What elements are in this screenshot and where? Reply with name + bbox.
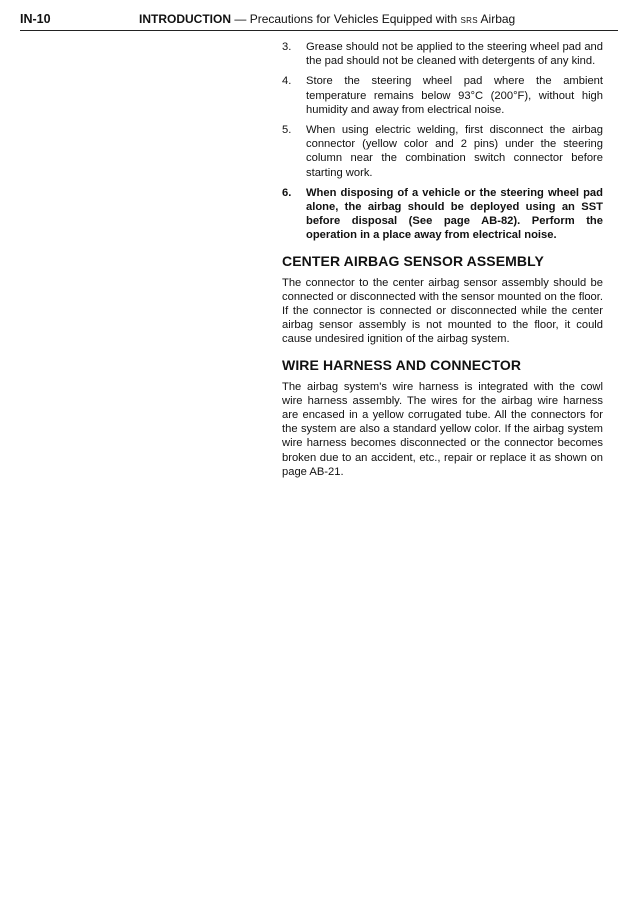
list-item-emphasized	[282, 186, 603, 243]
page-content	[282, 40, 603, 485]
list-item-text: Store the steering wheel pad where the ambient temperature remains below 93°C (200°F), without high humidity and away from electrical noise.	[306, 75, 603, 116]
header-title	[139, 12, 515, 26]
list-item	[282, 40, 603, 68]
list-item-text: Grease should not be applied to the steering wheel pad and the pad should not be cleaned with detergents of any kind.	[306, 41, 603, 68]
header-subtitle-end: Airbag	[480, 12, 516, 26]
header-section: INTRODUCTION	[139, 12, 231, 26]
header-srs: SRS	[460, 16, 478, 25]
list-item-text: When disposing of a vehicle or the steering wheel pad alone, the airbag should be deployed using an SST before disposal (See page AB-82). Perform the operation in a place away from electrical noise.	[306, 186, 603, 242]
precaution-list	[282, 40, 603, 243]
section-text-sensor: The connector to the center airbag sensor assembly should be connected or disconnected with the sensor mounted on the floor. If the connector is connected or disconnected while the center airbag sensor assembly is not mounted to the floor, it could cause undesired ignition of the airbag system.	[282, 276, 603, 346]
section-heading-harness: WIRE HARNESS AND CONNECTOR	[282, 356, 522, 373]
list-item-number: 6.	[282, 186, 292, 199]
list-item	[282, 74, 603, 117]
header-separator: —	[234, 12, 247, 26]
page-number: IN-10	[20, 12, 51, 26]
list-item-number: 3.	[282, 41, 292, 53]
header-subtitle: Precautions for Vehicles Equipped with	[249, 12, 458, 26]
section-text-harness: The airbag system's wire harness is integrated with the cowl wire harness assembly. The wires for the airbag wire harness are encased in a yellow corrugated tube. All the connectors for the system are also a standard yellow color. If the airbag system wire harness becomes disconnected or the connector becomes broken due to an accident, etc., repair or replace it as shown on page AB-21.	[282, 380, 603, 478]
list-item-text: When using electric welding, first disconnect the airbag connector (yellow color and 2 pins) under the steering column near the combination switch connector before starting work.	[306, 124, 603, 179]
list-item-number: 5.	[282, 124, 292, 137]
list-item	[282, 123, 603, 180]
section-heading-sensor: CENTER AIRBAG SENSOR ASSEMBLY	[282, 252, 544, 269]
page-header	[20, 10, 618, 31]
list-item-number: 4.	[282, 75, 292, 88]
